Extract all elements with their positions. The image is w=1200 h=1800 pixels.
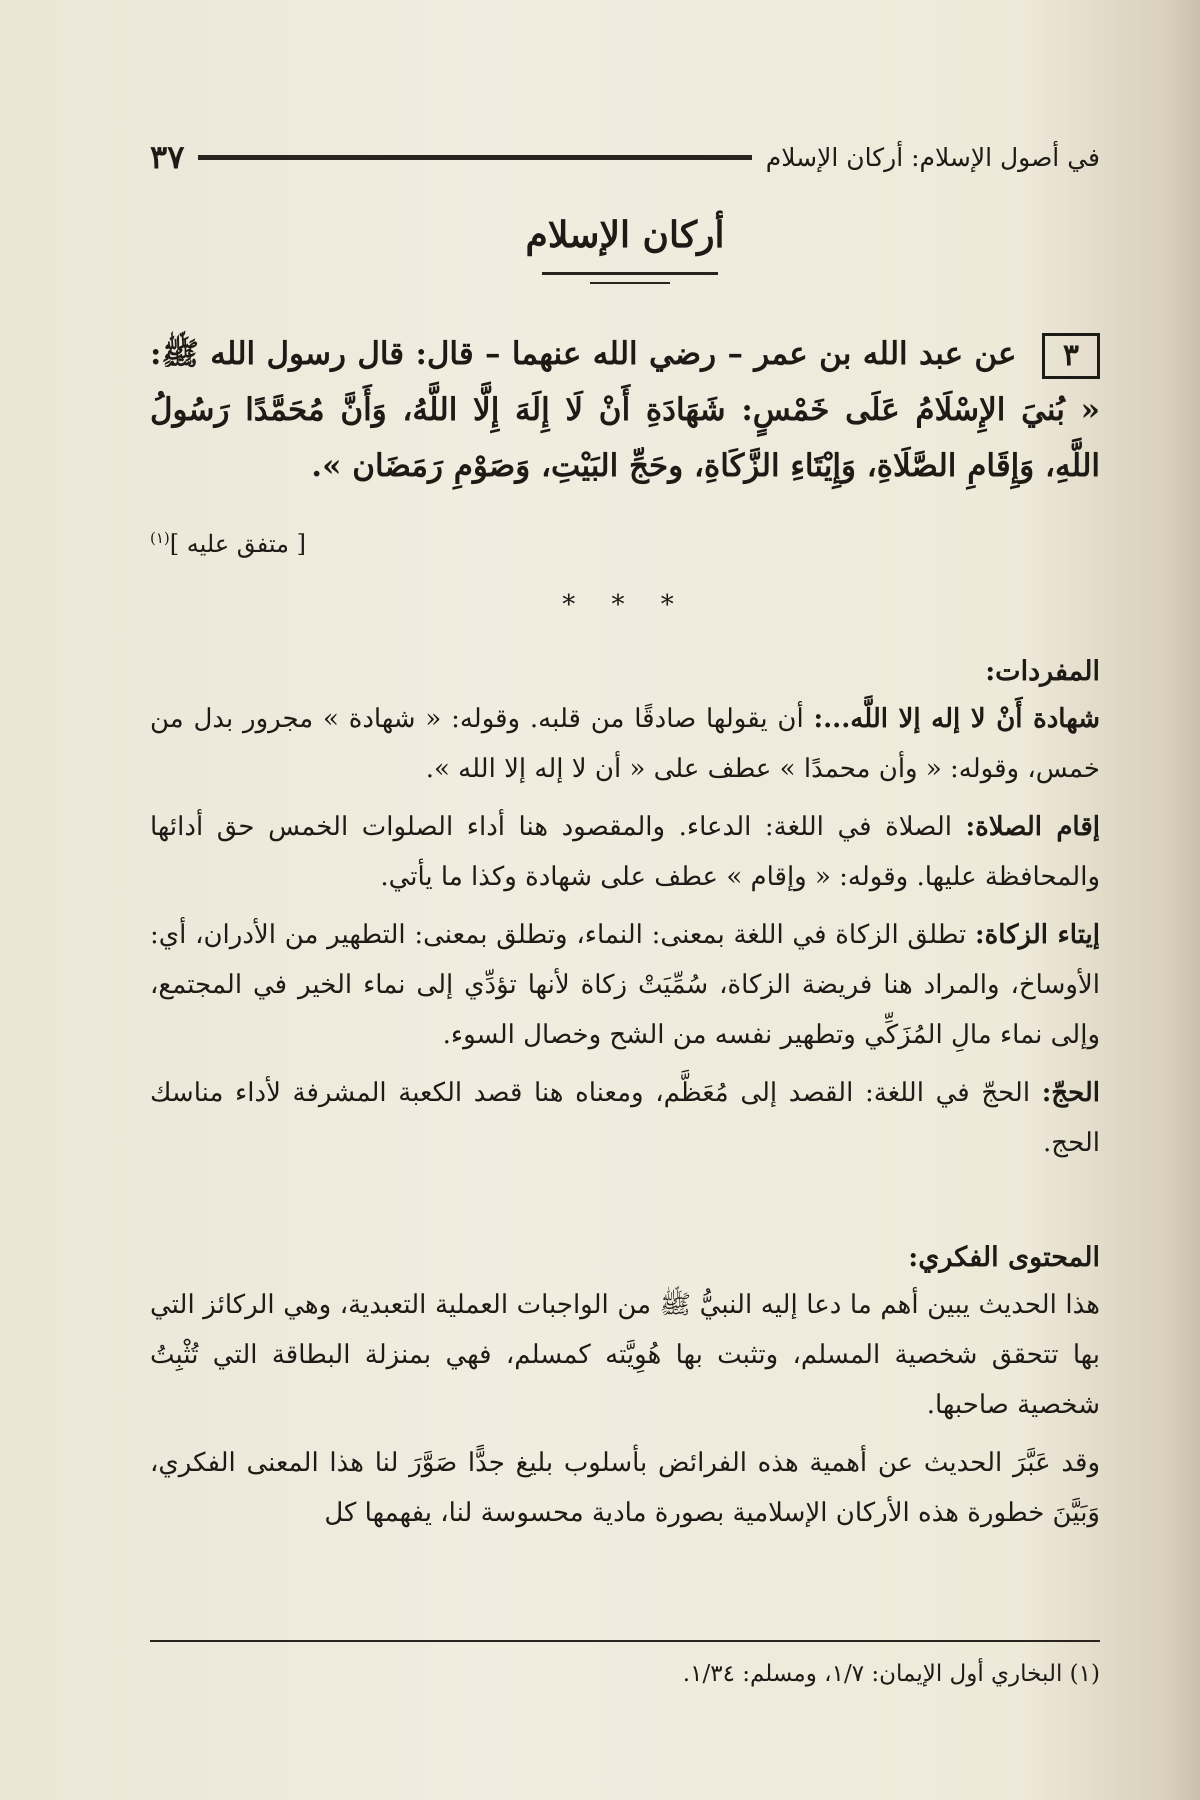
- vocab-term: الحجّ:: [1041, 1078, 1100, 1108]
- intellectual-content-section: [150, 1236, 1100, 1546]
- vocab-term: شهادة أَنْ لا إله إلا اللَّه...:: [813, 704, 1100, 734]
- vocab-definition: أن يقولها صادقًا من قلبه. وقوله: « شهادة » مجرور بدل من خمس، وقوله: « وأن محمدًا » عطف على « أن لا إله إلا الله ».: [150, 704, 1100, 784]
- hadith-number-box: ٣: [1042, 333, 1100, 379]
- hadith-text: عن عبد الله بن عمر – رضي الله عنهما – قال: قال رسول الله ﷺ: « بُنيَ الإِسْلَامُ عَلَى خَمْسٍ: شَهَادَةِ أَنْ لَا إِلَهَ إِلَّا اللَّهُ، وَأَنَّ مُحَمَّدًا رَسُولُ اللَّهِ، وَإِقَامِ الصَّلَاةِ، وَإِيْتَاءِ الزَّكَاةِ، وحَجِّ البَيْتِ، وَصَوْمِ رَمَضَان ».: [150, 336, 1100, 484]
- source-label: [ متفق عليه ]: [169, 530, 307, 558]
- title-underline-inner: [590, 282, 670, 284]
- footnote-marker: (١): [150, 529, 170, 547]
- vocab-definition: تطلق الزكاة في اللغة بمعنى: النماء، وتطلق بمعنى: التطهير من الأدران، أي: الأوساخ، والمراد هنا فريضة الزكاة، سُمِّيَتْ زكاة لأنها تؤدِّي إلى نماء الخير في المجتمع، وإلى نماء مالِ المُزَكِّي وتطهير نفسه من الشح وخصال السوء.: [150, 920, 1100, 1050]
- running-title: في أصول الإسلام: أركان الإسلام: [765, 142, 1100, 172]
- content-paragraph: وقد عَبَّرَ الحديث عن أهمية هذه الفرائض بأسلوب بليغ جدًّا صَوَّرَ لنا هذا المعنى الفكري، وَبَيَّنَ خطورة هذه الأركان الإسلامية بصورة مادية محسوسة لنا، يفهمها كل: [150, 1448, 1100, 1528]
- vocab-entry: [150, 802, 1100, 902]
- running-header: [150, 132, 1100, 182]
- content-heading: المحتوى الفكري:: [908, 1242, 1100, 1273]
- vocab-entry: [150, 1068, 1100, 1168]
- vocab-term: إقام الصلاة:: [965, 812, 1101, 842]
- title-underline: [542, 272, 718, 275]
- page-number: ٣٧: [150, 138, 185, 176]
- vocab-definition: الحجّ في اللغة: القصد إلى مُعَظَّم، ومعناه هنا قصد الكعبة المشرفة لأداء مناسك الحج.: [150, 1078, 1100, 1158]
- footnote-rule: [150, 1640, 1100, 1642]
- content-paragraph: هذا الحديث يبين أهم ما دعا إليه النبيُّ ﷺ من الواجبات العملية التعبدية، وهي الركائز التي بها تتحقق شخصية المسلم، وتثبت بها هُوِيَّته كمسلم، فهي بمنزلة البطاقة التي تُثْبِتُ شخصية صاحبها.: [150, 1290, 1100, 1420]
- vocab-term: إيتاء الزكاة:: [975, 920, 1101, 950]
- vocabulary-heading: المفردات:: [985, 656, 1100, 687]
- hadith-block: [150, 326, 1100, 494]
- vocab-entry: [150, 694, 1100, 794]
- header-rule: [198, 155, 751, 160]
- hadith-source: [150, 520, 1100, 562]
- vocab-entry: [150, 910, 1100, 1060]
- footnote: (١) البخاري أول الإيمان: ١/٧، ومسلم: ١/٣٤.: [682, 1661, 1100, 1687]
- vocab-definition: الصلاة في اللغة: الدعاء. والمقصود هنا أداء الصلوات الخمس حق أدائها والمحافظة عليها. وقوله: « وإقام » عطف على شهادة وكذا ما يأتي.: [150, 812, 1100, 892]
- section-separator: * * *: [562, 590, 688, 620]
- vocabulary-section: [150, 650, 1100, 1176]
- chapter-title: أركان الإسلام: [525, 214, 725, 256]
